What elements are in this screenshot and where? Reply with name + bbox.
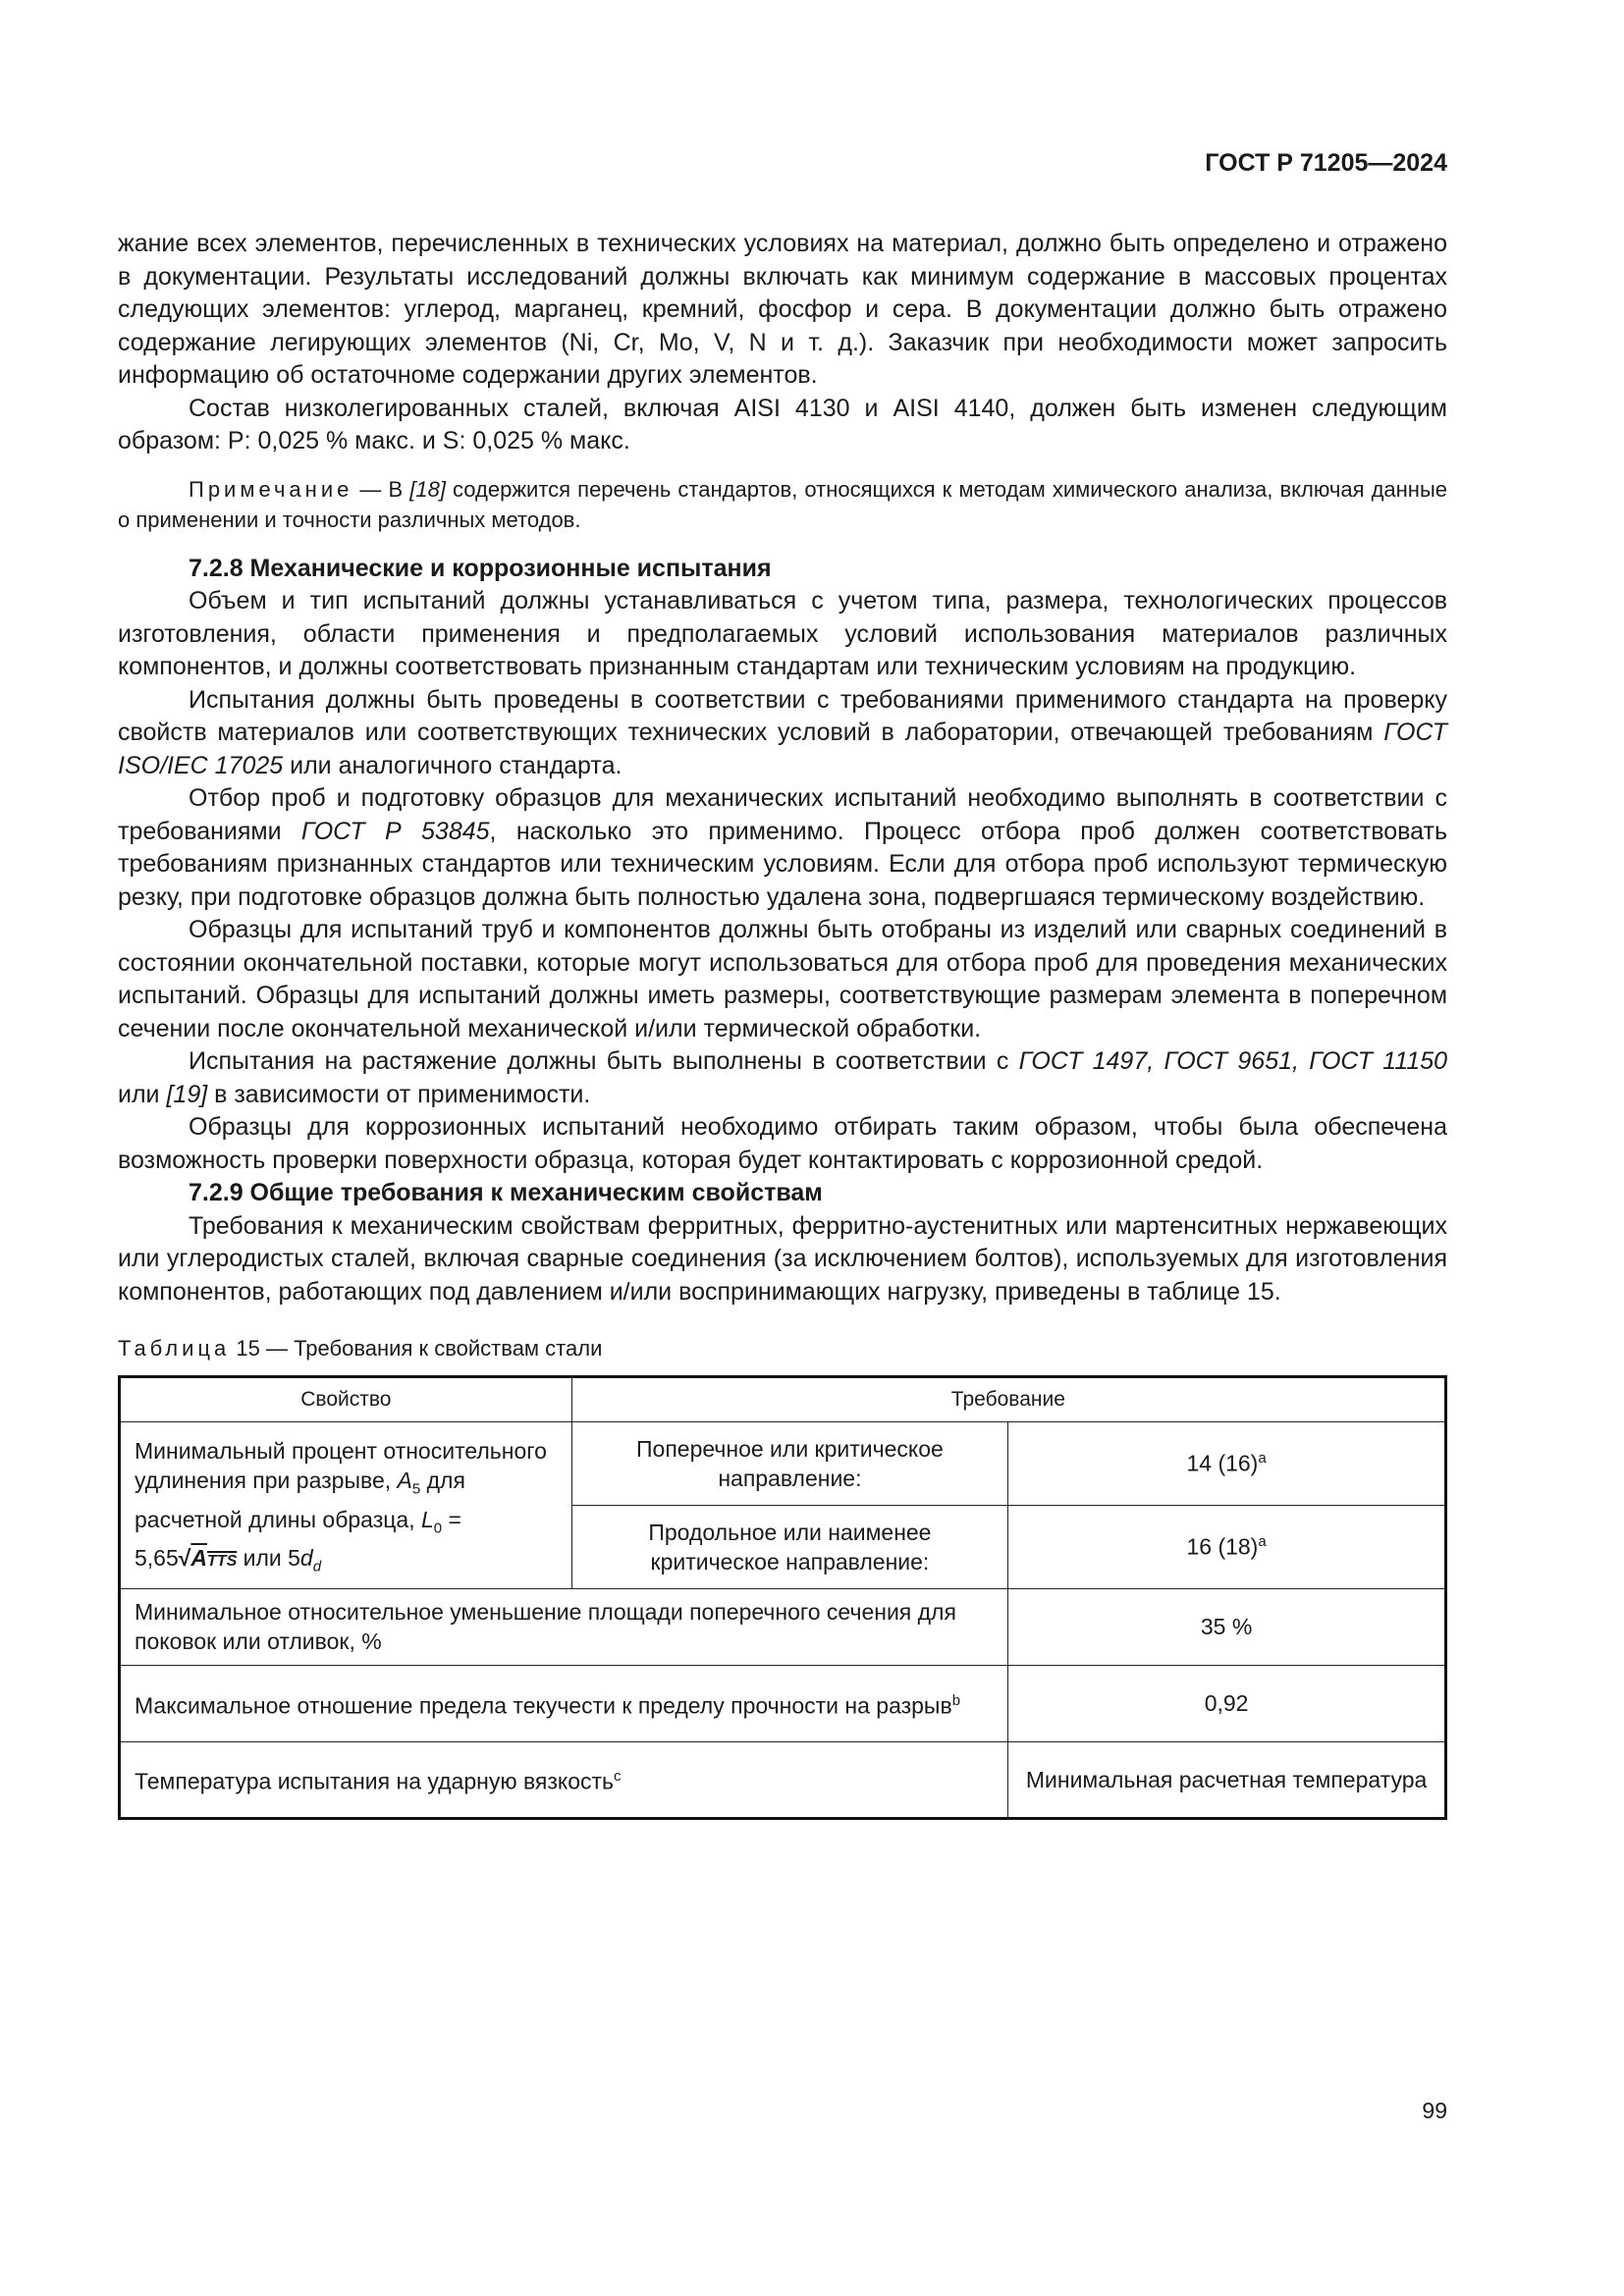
header-property: Свойство <box>120 1377 572 1422</box>
cell-value-ratio: 0,92 <box>1008 1665 1446 1741</box>
page-content <box>118 228 1447 1820</box>
document-code: ГОСТ Р 71205—2024 <box>1205 149 1447 177</box>
paragraph-laboratory <box>118 684 1447 783</box>
table-row <box>120 1741 1446 1818</box>
subscript: TTS <box>207 1553 238 1571</box>
cell-area-reduction: Минимальное относительное уменьшение площади поперечного сечения для поковок или отливок, % <box>120 1588 1008 1665</box>
subscript: 0 <box>433 1520 443 1537</box>
text-span: Максимальное отношение предела текучести к пределу прочности на разрыв <box>135 1692 952 1719</box>
symbol: A <box>397 1468 412 1493</box>
table-row <box>120 1665 1446 1741</box>
text-span: , насколько это применимо. Процесс отбора проб должен соответствовать требованиям признанных стандартов или техническим условиям. Если для отбора проб используют термическую резку, при подготовке образцов должна быть полностью удалена зона, подвергшаяся термическому воздействию. <box>118 817 1447 911</box>
note <box>118 474 1447 535</box>
table-row <box>120 1588 1446 1665</box>
paragraph-sampling <box>118 782 1447 914</box>
text-span: для расчетной длины образца, <box>135 1468 465 1532</box>
subscript: 5 <box>411 1480 421 1498</box>
cell-value-temperature: Минимальная расчетная температура <box>1008 1741 1446 1818</box>
paragraph-continued: жание всех элементов, перечисленных в технических условиях на материал, должно быть определено и отражено в документации. Результаты исследований должны включать как минимум содержание в массовых процентах следующих элементов: углерод, марганец, кремний, фосфор и сера. В документации должно быть отражено содержание легирующих элементов (Ni, Cr, Mo, V, N и т. д.). Заказчик при необходимости может запросить информацию об остаточноме содержании других элементов. <box>118 230 1447 389</box>
steel-properties-table <box>118 1375 1447 1820</box>
bibliography-reference: [19] <box>166 1080 208 1108</box>
footnote-marker: b <box>951 1691 961 1709</box>
text-span: или аналогичного стандарта. <box>283 751 623 779</box>
cell-direction-longitudinal: Продольное или наименее критическое направление: <box>571 1505 1007 1588</box>
footnote-marker: c <box>614 1768 622 1786</box>
text-span: Испытания должны быть проведены в соответствии с требованиями применимого стандарта на проверку свойств материалов или соответствующих технических условий в лаборатории, отвечающей требованиям <box>118 685 1447 746</box>
cell-elongation <box>120 1422 572 1589</box>
section-heading-7-2-8: 7.2.8 Механические и коррозионные испытания <box>189 554 772 582</box>
text-span: или <box>118 1080 167 1108</box>
footnote-marker: a <box>1258 1450 1267 1468</box>
paragraph-mechanical-props: Требования к механическим свойствам ферритных, ферритно-аустенитных или мартенситных нержавеющих или углеродистых сталей, включая сварные соединения (за исключением болтов), используемых для изготовления компонентов, работающих под давлением и/или воспринимающих нагрузку, приведены в таблице 15. <box>118 1211 1447 1306</box>
table-row <box>120 1422 1446 1506</box>
paragraph-low-alloy: Состав низколегированных сталей, включая AISI 4130 и AISI 4140, должен быть изменен следующим образом: P: 0,025 % макс. и S: 0,025 % макс. <box>118 394 1447 454</box>
cell-value-area: 35 % <box>1008 1588 1446 1665</box>
note-label: Примечание <box>189 476 353 502</box>
cell-value-longitudinal <box>1008 1505 1446 1588</box>
paragraph-test-scope: Объем и тип испытаний должны устанавливаться с учетом типа, размера, технологических процессов изготовления, области применения и предполагаемых условий использования материалов различных компонентов, и должны соответствовать признанным стандартам или техническим условиям на продукцию. <box>118 587 1447 680</box>
table-caption <box>118 1336 1447 1362</box>
standard-reference: ГОСТ Р 53845 <box>300 817 490 845</box>
cell-impact-temperature <box>120 1741 1008 1818</box>
symbol-overlined <box>190 1545 237 1571</box>
sqrt-symbol: √ <box>178 1545 191 1572</box>
page-number: 99 <box>1422 2098 1447 2123</box>
text-span: или 5 <box>237 1545 300 1572</box>
text-span: Отбор проб и подготовку образцов для механических испытаний необходимо выполнять в соответствии с требованиями <box>118 784 1447 845</box>
paragraph-corrosion: Образцы для коррозионных испытаний необходимо отбирать таким образом, чтобы была обеспечена возможность проверки поверхности образца, которая будет контактировать с коррозионной средой. <box>118 1113 1447 1174</box>
value: 16 (18) <box>1186 1533 1259 1560</box>
symbol: A <box>190 1545 208 1572</box>
note-text: содержится перечень стандартов, относящихся к методам химического анализа, включая данные о применении и точности различных методов. <box>118 476 1447 532</box>
value: 14 (16) <box>1186 1450 1259 1476</box>
cell-value-transverse <box>1008 1422 1446 1506</box>
text-span: Минимальный процент относительного удлинения при разрыве, <box>135 1438 547 1493</box>
text-span: Температура испытания на ударную вязкость <box>135 1769 615 1795</box>
header-requirement: Требование <box>571 1377 1445 1422</box>
table-caption-label: Таблица <box>118 1336 231 1361</box>
text-span: в зависимости от применимости. <box>207 1080 591 1108</box>
text-span: = 5,65 <box>135 1506 461 1572</box>
standard-reference: ГОСТ ISO/IEC 17025 <box>118 719 1447 779</box>
symbol: d <box>299 1545 313 1572</box>
symbol: L <box>421 1506 434 1532</box>
note-reference: [18] <box>409 476 446 502</box>
section-heading-7-2-9: 7.2.9 Общие требования к механическим свойствам <box>189 1179 823 1206</box>
cell-yield-ratio <box>120 1665 1008 1741</box>
standard-reference: ГОСТ 1497, ГОСТ 9651, ГОСТ 11150 <box>1018 1047 1447 1075</box>
paragraph-specimens: Образцы для испытаний труб и компонентов должны быть отобраны из изделий или сварных соединений в состоянии окончательной поставки, которые могут использоваться для отбора проб для проведения механических испытаний. Образцы для испытаний должны иметь размеры, соответствующие размерам элемента в поперечном сечении после окончательной механической и/или термической обработки. <box>118 916 1447 1042</box>
table-caption-text: 15 — Требования к свойствам стали <box>230 1336 603 1361</box>
subscript: d <box>312 1558 322 1575</box>
text-span: Испытания на растяжение должны быть выполнены в соответствии с <box>189 1047 1019 1075</box>
cell-direction-transverse: Поперечное или критическое направление: <box>571 1422 1007 1506</box>
footnote-marker: a <box>1258 1533 1267 1550</box>
table-header-row <box>120 1377 1446 1422</box>
paragraph-tensile <box>118 1045 1447 1111</box>
note-dash: — В <box>352 476 410 502</box>
